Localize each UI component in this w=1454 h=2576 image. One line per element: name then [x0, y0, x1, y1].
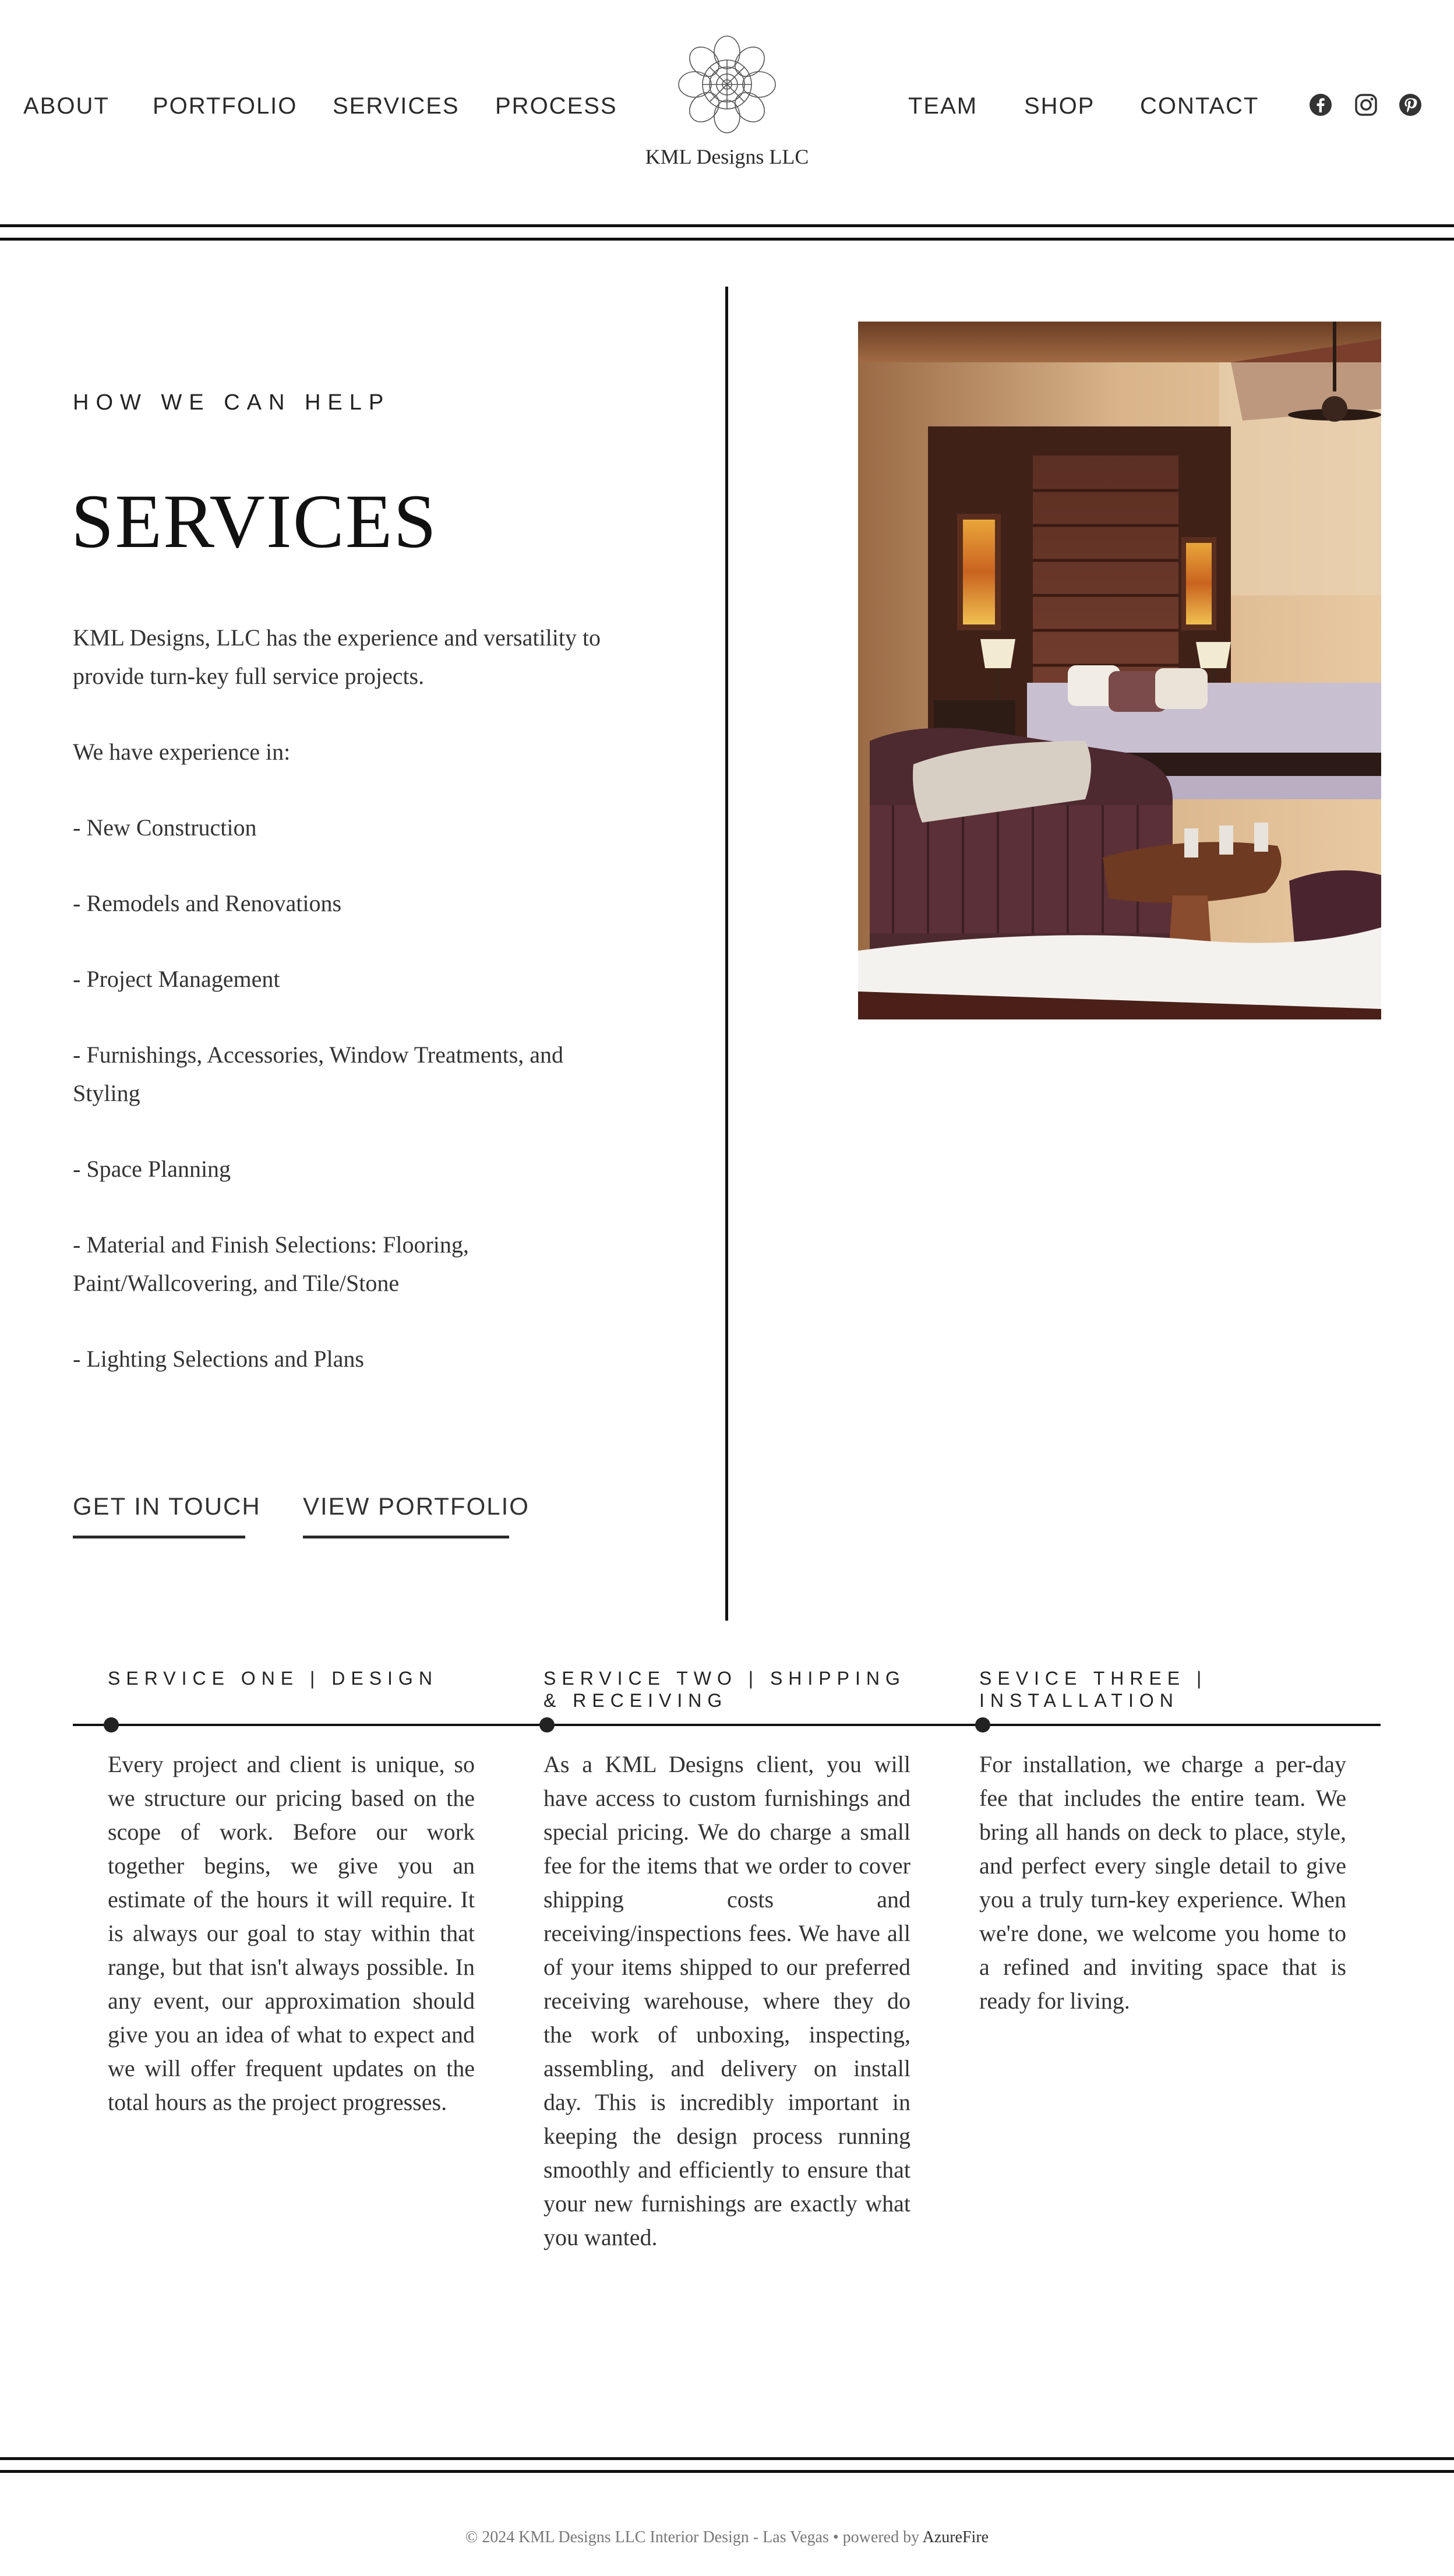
- service-two-text: As a KML Designs client, you will have access to custom furnishings and special pricing. We do charge a small fee for the items that we order to cover shipping costs and receiving/inspections fees. We have all of your items shipped to our preferred receiving warehouse, where they do the work of unboxing, inspecting, assembling, and delivery on install day. This is incredibly important in keeping the design process running smoothly and efficiently to ensure that your new furnishings are exactly what you wanted.: [544, 1751, 910, 2250]
- timeline-dot: [539, 1717, 555, 1732]
- bedroom-image-icon: [858, 322, 1381, 1019]
- service-three-text: For installation, we charge a per-day fee that includes the entire team. We bring all hands on deck to place, style, and perfect every single detail to give you a truly turn-key experience. When we're done, we welcome you home to a refined and inviting space that is ready for living.: [979, 1751, 1346, 2014]
- experience-item: - Material and Finish Selections: Flooring, Paint/Wallcovering, and Tile/Stone: [73, 1231, 469, 1296]
- page-title: SERVICES: [71, 478, 437, 564]
- nav-contact[interactable]: CONTACT: [1140, 93, 1259, 119]
- get-in-touch-button[interactable]: GET IN TOUCH: [73, 1490, 245, 1538]
- experience-item: - Space Planning: [73, 1156, 231, 1182]
- nav-process[interactable]: PROCESS: [495, 93, 617, 119]
- logo-text: KML Designs LLC: [645, 145, 809, 168]
- vertical-divider: [725, 287, 728, 1621]
- hero-eyebrow: HOW WE CAN HELP: [73, 390, 391, 415]
- header-divider-top: [0, 224, 1454, 227]
- hero-body: [73, 619, 609, 1378]
- nav-portfolio[interactable]: PORTFOLIO: [153, 93, 298, 119]
- nav-about[interactable]: ABOUT: [23, 93, 110, 119]
- experience-item: - New Construction: [73, 814, 257, 841]
- service-one-heading: SERVICE ONE | DESIGN: [108, 1668, 438, 1689]
- view-portfolio-button[interactable]: VIEW PORTFOLIO: [303, 1490, 509, 1538]
- hero-intro: KML Designs, LLC has the experience and versatility to provide turn-key full service projects.: [73, 624, 601, 689]
- service-two-heading: SERVICE TWO | SHIPPING & RECEIVING: [544, 1668, 906, 1711]
- experience-item: - Remodels and Renovations: [73, 890, 342, 916]
- footer: [0, 2528, 1454, 2547]
- footer-divider-bottom: [0, 2470, 1454, 2473]
- timeline-dot: [104, 1717, 119, 1732]
- logo[interactable]: [677, 35, 777, 134]
- nav-team[interactable]: TEAM: [908, 93, 978, 119]
- hero-experience-label: We have experience in:: [73, 739, 291, 765]
- header-divider-bottom: [0, 238, 1454, 241]
- facebook-icon[interactable]: [1308, 93, 1333, 117]
- nav-services[interactable]: SERVICES: [333, 93, 460, 119]
- footer-brand-link[interactable]: AzureFire: [922, 2528, 989, 2546]
- service-three-heading: SEVICE THREE | INSTALLATION: [979, 1668, 1208, 1711]
- pinterest-icon[interactable]: [1398, 93, 1423, 117]
- flower-logo-icon: [677, 35, 777, 134]
- footer-copyright: © 2024 KML Designs LLC Interior Design - Las Vegas • powered by: [465, 2528, 920, 2546]
- services-timeline: [73, 1724, 1381, 1726]
- experience-item: - Furnishings, Accessories, Window Treatments, and Styling: [73, 1042, 564, 1106]
- experience-item: - Lighting Selections and Plans: [73, 1346, 364, 1372]
- nav-shop[interactable]: SHOP: [1024, 93, 1095, 119]
- instagram-icon[interactable]: [1354, 93, 1378, 117]
- bedroom-photo: [858, 322, 1381, 1019]
- footer-divider-top: [0, 2457, 1454, 2460]
- experience-item: - Project Management: [73, 966, 280, 992]
- service-one-text: Every project and client is unique, so we structure our pricing based on the scope of work. Before our work together begins, we give you an estimate of the hours it will require. It is always our goal to stay within that range, but that isn't always possible. In any event, our approximation should give you an idea of what to expect and we will offer frequent updates on the total hours as the project progresses.: [108, 1751, 475, 2115]
- timeline-dot: [975, 1717, 990, 1732]
